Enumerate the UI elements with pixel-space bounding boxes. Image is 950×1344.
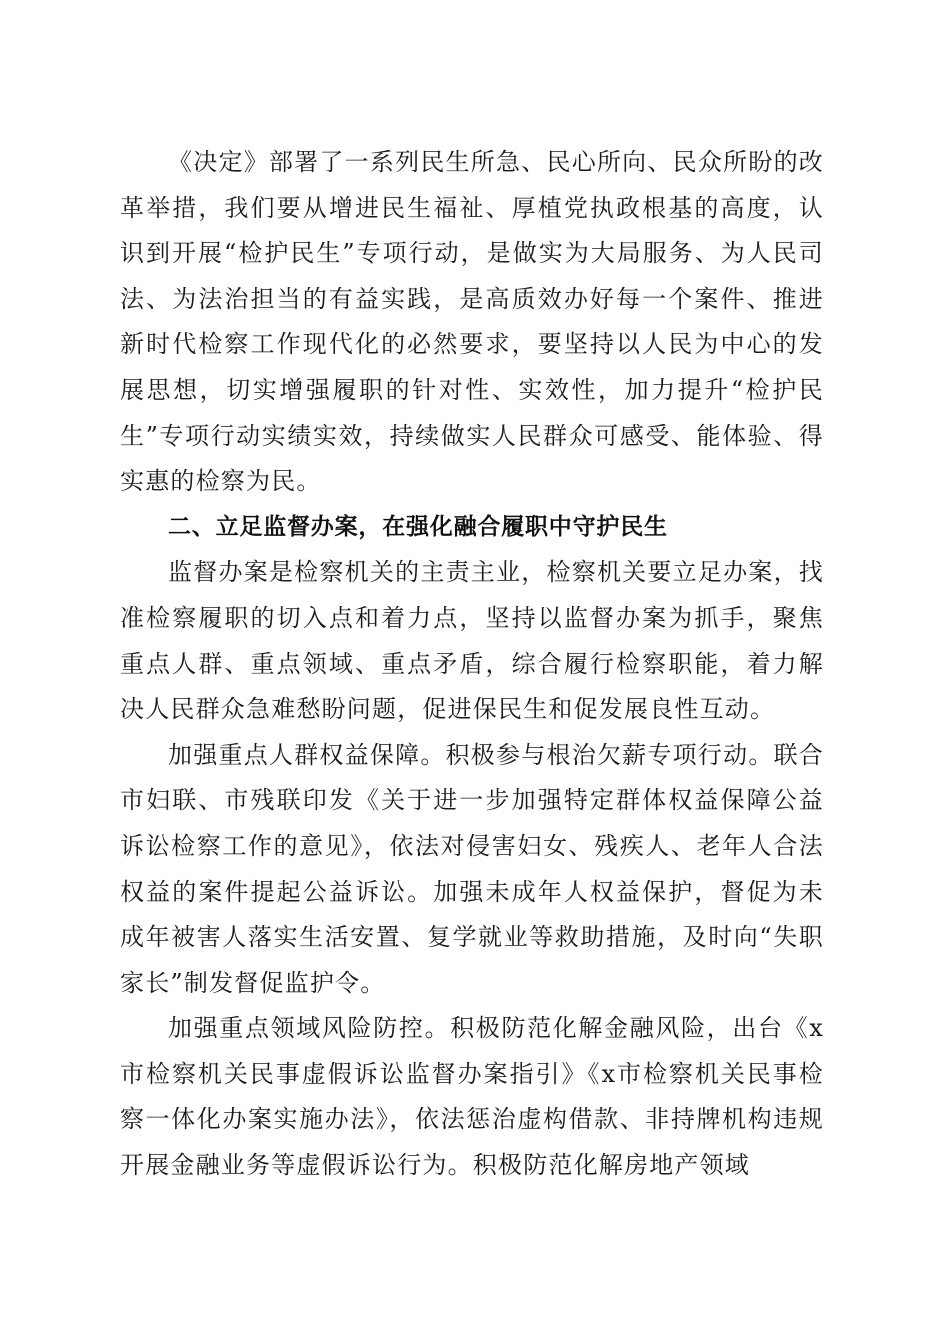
paragraph-key-groups-rights: 加强重点人群权益保障。积极参与根治欠薪专项行动。联合市妇联、市残联印发《关于进一步加强特定群体权益保障公益诉讼检察工作的意见》，依法对侵害妇女、残疾人、老年人合法权益的案件提起公益诉讼。加强未成年人权益保护，督促为未成年被害人落实生活安置、复学就业等救助措施，及时向“失职家长”制发督促监护令。 (120, 740, 824, 997)
paragraph-decision-reforms: 《决定》部署了一系列民生所急、民心所向、民众所盼的改革举措，我们要从增进民生福祉、厚植党执政根基的高度，认识到开展“检护民生”专项行动，是做实为大局服务、为人民司法、为法治担当的有益实践，是高质效办好每一个案件、推进新时代检察工作现代化的必然要求，要坚持以人民为中心的发展思想，切实增强履职的针对性、实效性，加力提升“检护民生”专项行动实绩实效，持续做实人民群众可感受、能体验、得实惠的检察为民。 (120, 148, 824, 496)
document-body (120, 140, 824, 1189)
paragraph-key-areas-risk: 加强重点领域风险防控。积极防范化解金融风险，出台《x市检察机关民事虚假诉讼监督办案指引》《x市检察机关民事检察一体化办案实施办法》，依法惩治虚构借款、非持牌机构违规开展金融业务等虚假诉讼行为。积极防范化解房地产领域 (120, 1014, 824, 1180)
section-heading-2: 二、立足监督办案，在强化融合履职中守护民生 (168, 513, 668, 540)
paragraph-supervision-cases: 监督办案是检察机关的主责主业，检察机关要立足办案，找准检察履职的切入点和着力点，坚持以监督办案为抓手，聚焦重点人群、重点领域、重点矛盾，综合履行检察职能，着力解决人民群众急难愁盼问题，促进保民生和促发展良性互动。 (120, 558, 824, 724)
